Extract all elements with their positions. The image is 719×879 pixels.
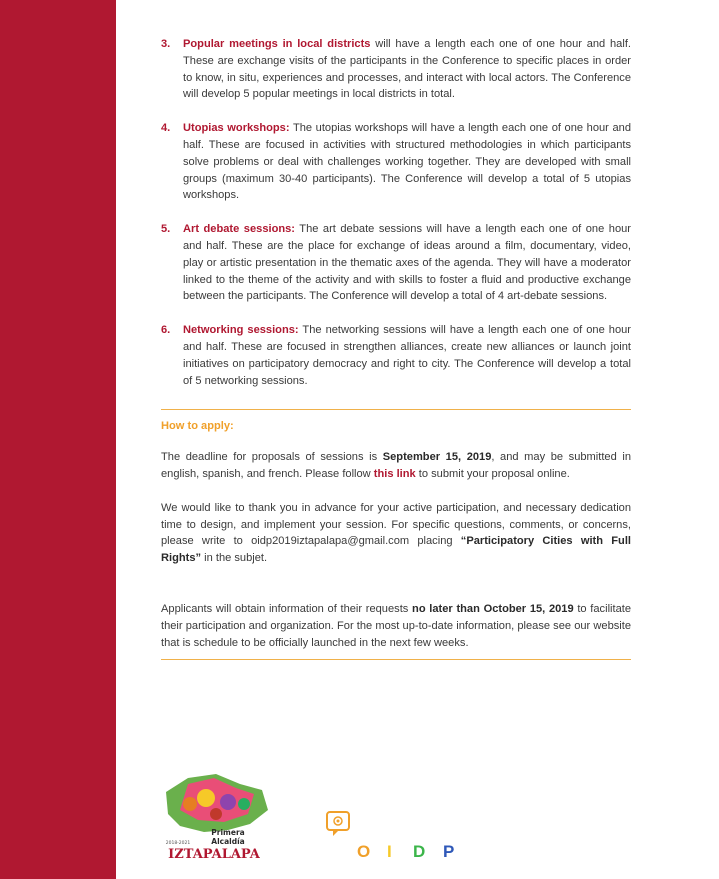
item-text: The art debate sessions will have a length each one of one hour and half. These are the place for exchange of ideas around a film, documentary, video, play or artistic presentation in the thematic axes of the agenda. They will have a moderator linked to the theme of the activity and with skills to foster a fluid and productive exchange between the participants. The Conference will develop a total of 4 art-debate sessions. <box>183 223 631 303</box>
oidp-letter-p: P <box>443 842 455 861</box>
proposal-link[interactable]: this link <box>373 467 416 480</box>
subject-text: “Participatory Cities with Full Rights” <box>161 535 631 565</box>
list-item-3 <box>161 36 631 103</box>
text-run: The deadline for proposals of sessions is <box>161 451 383 464</box>
item-title: Utopias workshops: <box>183 122 290 135</box>
logo-iztapalapa: IZTAPALAPA <box>168 847 260 862</box>
item-number: 3. <box>161 38 171 50</box>
list-item-6 <box>161 322 631 389</box>
text-run: , and may be submitted in english, spanish, and french. Please follow <box>161 451 631 480</box>
text-run: Applicants will obtain information of their requests <box>161 602 413 615</box>
text-run: to facilitate their participation and organization. For the most up-to-date information, please see our website that is schedule to be officially launched in the next few weeks. <box>161 602 632 649</box>
list-item-5 <box>161 221 631 305</box>
item-text: will have a length each one of one hour and half. These are exchange visits of the participants in the Conference to specific places in order to know, in situ, experiences and processes, and interact with local actors. The Conference will develop 5 popular meetings in local districts in total. <box>183 38 631 101</box>
item-title: Networking sessions: <box>183 324 299 337</box>
text-run: in the subjet. <box>201 552 268 565</box>
oidp-logo <box>325 810 465 862</box>
section-divider-bottom <box>161 659 631 660</box>
section-divider <box>161 409 631 410</box>
notification-date: no later than October 15, 2019 <box>412 602 574 615</box>
item-title: Art debate sessions: <box>183 223 295 236</box>
deadline-date: September 15, 2019 <box>382 451 492 464</box>
left-sidebar-band <box>0 0 116 879</box>
list-item-4 <box>161 120 631 204</box>
notification-paragraph <box>161 601 631 651</box>
oidp-letter-d: D <box>413 842 426 861</box>
item-number: 5. <box>161 223 171 236</box>
item-title: Popular meetings in local districts <box>183 38 371 50</box>
document-content <box>161 36 631 660</box>
logo-years: 2018-2021 <box>165 841 191 846</box>
oidp-letter-o: O <box>357 842 371 861</box>
item-text: The networking sessions will have a length each one of one hour and half. These are focused in strengthen alliances, create new alliances or launch joint initiatives on participatory democracy and right to city. The Conference will develop a total of 5 networking sessions. <box>183 324 631 387</box>
how-to-apply-heading: How to apply: <box>161 420 234 433</box>
deadline-paragraph <box>161 449 631 483</box>
text-run: We would like to thank you in advance for your active participation, and necessary dedication time to design, and implement your session. For specific questions, comments, or concerns, please write to oidp2019iztapalapa@gmail.com placing <box>161 501 631 548</box>
thanks-paragraph <box>161 500 631 567</box>
oidp-letter-i: I <box>387 842 392 861</box>
item-number: 4. <box>161 122 171 135</box>
item-text: The utopias workshops will have a length each one of one hour and half. These are focused in activities with structured methodologies in which participants solve problems or deal with challenges working together. They are developed with small groups (maximum 30-40 participants). The Conference will develop a total of 5 utopias workshops. <box>183 122 631 202</box>
item-number: 6. <box>161 324 171 337</box>
logo-alcaldia: Alcaldía <box>211 837 245 846</box>
logo-primera: Primera <box>211 828 245 837</box>
alcaldia-iztapalapa-logo <box>158 770 270 862</box>
text-run: to submit your proposal online. <box>415 467 570 480</box>
